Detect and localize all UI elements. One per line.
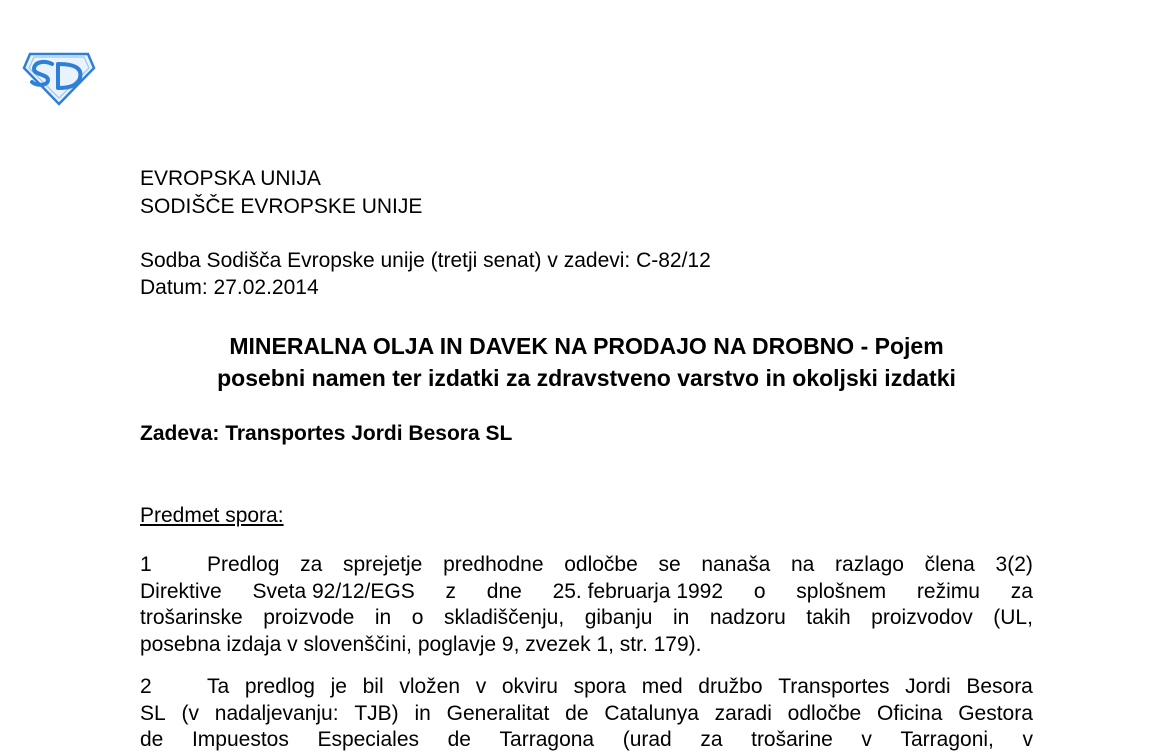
word: splošnem <box>796 579 887 603</box>
word: za <box>300 553 323 576</box>
word: proizvodov <box>871 606 973 629</box>
paragraph-2 <box>140 674 1033 754</box>
word: odločbe <box>564 553 638 576</box>
word: (v <box>181 701 199 725</box>
word: razlago <box>835 553 904 576</box>
word: in <box>374 606 392 629</box>
case-date: Datum: 27.02.2014 <box>140 276 319 299</box>
word: Gestora <box>958 701 1033 725</box>
word: dne <box>486 579 522 603</box>
document-title <box>140 330 1033 394</box>
word: Direktive <box>140 579 222 603</box>
word: de <box>140 728 164 751</box>
title-line-2: posebni namen ter izdatki za zdravstveno varstvo in okoljski izdatki <box>217 365 956 391</box>
word: nadzoru <box>709 606 786 629</box>
paragraph-line <box>140 727 1033 754</box>
word: de <box>565 701 589 725</box>
word: (urad <box>622 728 672 751</box>
word: Besora <box>966 675 1033 698</box>
word: z <box>445 579 456 603</box>
word: nadaljevanju: <box>214 701 339 725</box>
section-heading: Predmet spora: <box>140 504 284 527</box>
word: o <box>411 606 424 629</box>
word: nanaša <box>701 553 771 576</box>
word: je <box>330 675 347 698</box>
paragraph-number: 2 <box>140 675 152 698</box>
title-line-1: MINERALNA OLJA IN DAVEK NA PRODAJO NA DROBNO - Pojem <box>229 333 944 359</box>
word: Predlog <box>207 553 280 576</box>
word: posebna izdaja v slovenščini, poglavje 9, zvezek 1, str. 179). <box>140 632 702 656</box>
word: SL <box>140 701 166 725</box>
word: Jordi <box>905 675 951 698</box>
word: se <box>658 553 681 576</box>
word: v <box>861 728 872 751</box>
word: Oficina <box>877 701 943 725</box>
word: Tarragona <box>499 728 595 751</box>
word: gibanju <box>584 606 653 629</box>
word: Impuestos <box>191 728 289 751</box>
word: takih <box>806 606 851 629</box>
word: in <box>414 701 431 725</box>
word: vložen <box>399 675 461 698</box>
paragraph-line <box>140 552 1033 579</box>
word: (UL, <box>993 606 1033 629</box>
word: v <box>1022 728 1033 751</box>
word: in <box>672 606 690 629</box>
word: okviru <box>501 675 558 698</box>
word: Tarragoni, <box>900 728 994 751</box>
word: Ta <box>207 675 230 698</box>
diamond-logo-icon <box>22 48 96 106</box>
paragraph-1 <box>140 552 1033 658</box>
word: Sveta 92/12/EGS <box>252 579 415 603</box>
word: Generalitat <box>446 701 550 725</box>
paragraph-line <box>140 701 1033 728</box>
word: režimu <box>916 579 980 603</box>
header-court: SODIŠČE EVROPSKE UNIJE <box>140 195 423 218</box>
case-party: Zadeva: Transportes Jordi Besora SL <box>140 422 513 445</box>
word: TJB) <box>354 701 399 725</box>
word: predhodne <box>443 553 544 576</box>
word: v <box>475 675 487 698</box>
word: 3(2) <box>995 553 1033 576</box>
word: člena <box>924 553 975 576</box>
word: Catalunya <box>604 701 699 725</box>
word: na <box>790 553 815 576</box>
word: za <box>700 728 723 751</box>
word: Especiales <box>317 728 419 751</box>
word: proizvode <box>263 606 355 629</box>
paragraph-line <box>140 632 1033 659</box>
word: trošarine <box>751 728 833 751</box>
word: za <box>1010 579 1033 603</box>
word: bil <box>362 675 384 698</box>
court-logo <box>22 48 96 106</box>
word: predlog <box>244 675 315 698</box>
paragraph-number: 1 <box>140 553 152 576</box>
word: zaradi <box>714 701 772 725</box>
header-union: EVROPSKA UNIJA <box>140 167 321 190</box>
word: odločbe <box>787 701 862 725</box>
word: skladiščenju, <box>443 606 565 629</box>
word: 25. februarja 1992 <box>552 579 724 603</box>
word: sprejetje <box>342 553 423 576</box>
word: trošarinske <box>140 606 243 629</box>
word: Transportes <box>778 675 890 698</box>
word: o <box>753 579 766 603</box>
case-reference: Sodba Sodišča Evropske unije (tretji senat) v zadevi: C-82/12 <box>140 249 711 272</box>
word: spora <box>573 675 627 698</box>
paragraph-line <box>140 605 1033 632</box>
word: družbo <box>698 675 763 698</box>
word: de <box>447 728 471 751</box>
paragraph-line <box>140 674 1033 701</box>
paragraph-line <box>140 579 1033 606</box>
word: med <box>641 675 683 698</box>
